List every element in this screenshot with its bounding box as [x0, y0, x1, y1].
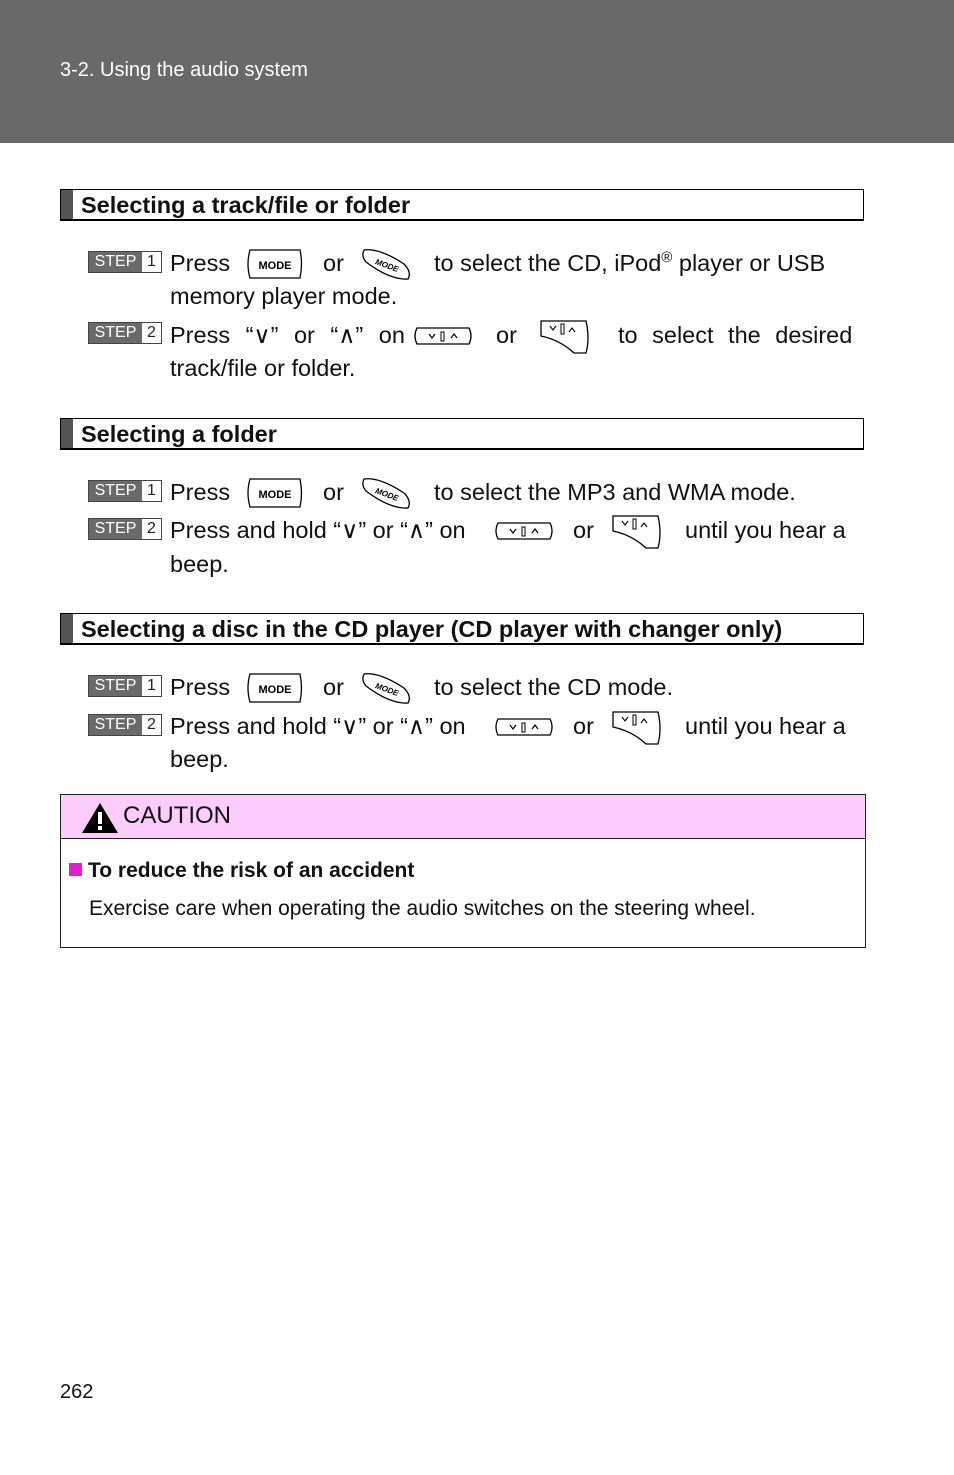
section-marker: [61, 614, 73, 643]
warning-triangle-icon: [81, 802, 119, 834]
step-number: 2: [147, 716, 156, 733]
step-text-line2: track/file or folder.: [170, 355, 356, 381]
step-text: Press: [170, 250, 231, 276]
steering-seek-switch-icon: [610, 709, 664, 747]
header-bar: [0, 0, 954, 143]
step-label: STEP: [89, 323, 142, 343]
step-text-rest: to select the CD, iPod: [434, 250, 662, 276]
step-text: until you hear a: [685, 713, 846, 739]
step-text: or: [323, 479, 344, 505]
step-text-line2: memory player mode.: [170, 283, 398, 309]
step-label: STEP: [89, 481, 142, 501]
caution-box: [60, 794, 866, 948]
seek-rocker-icon: [492, 521, 556, 541]
svg-text:MODE: MODE: [258, 489, 292, 501]
svg-text:MODE: MODE: [374, 486, 400, 503]
step-number: 2: [147, 324, 156, 341]
step-number: 1: [147, 482, 156, 499]
svg-text:MODE: MODE: [258, 260, 292, 272]
step-badge: [88, 322, 162, 344]
step-label: STEP: [89, 252, 142, 272]
step-text: or: [323, 250, 344, 276]
step-text: [434, 249, 825, 277]
step-text: until you hear a: [685, 517, 846, 543]
caution-subheading: [69, 858, 414, 884]
breadcrumb: 3-2. Using the audio system: [60, 59, 308, 81]
step-text: or: [496, 322, 517, 348]
step-text: or: [323, 674, 344, 700]
caution-subheading-text: To reduce the risk of an accident: [88, 859, 415, 882]
step-badge: [88, 251, 162, 273]
step-number: 2: [147, 520, 156, 537]
page-number: 262: [60, 1381, 94, 1403]
step-text: Press and hold “∨” or “∧” on: [170, 713, 466, 739]
step-number: 1: [147, 677, 156, 694]
step-label: STEP: [89, 676, 142, 696]
step-number: 1: [147, 253, 156, 270]
svg-text:MODE: MODE: [374, 681, 400, 698]
step-text: to select the desired: [618, 322, 853, 348]
step-badge: [88, 480, 162, 502]
step-text-rest2: player or USB: [678, 250, 826, 276]
step-text: or: [573, 713, 594, 739]
step-label: STEP: [89, 519, 142, 539]
svg-text:MODE: MODE: [374, 257, 400, 274]
mode-button-icon: [244, 673, 304, 703]
steering-mode-switch-icon: [360, 670, 414, 706]
step-label: STEP: [89, 715, 142, 735]
steering-seek-switch-icon: [610, 513, 664, 551]
section-title-folder: [60, 418, 864, 450]
section-marker: [61, 419, 73, 448]
mode-button-icon: [244, 478, 304, 508]
caution-header: [61, 795, 865, 839]
steering-mode-switch-icon: [360, 475, 414, 511]
section-title-disc: [60, 613, 864, 645]
svg-text:MODE: MODE: [258, 684, 292, 696]
caution-text: Exercise care when operating the audio switches on the steering wheel.: [89, 897, 756, 920]
step-badge: [88, 518, 162, 540]
step-text-line2: beep.: [170, 746, 229, 772]
section-heading: Selecting a disc in the CD player (CD player with changer only): [81, 616, 783, 642]
registered-mark: ®: [661, 249, 673, 267]
section-title-track: [60, 189, 864, 221]
section-marker: [61, 190, 73, 219]
step-text: to select the MP3 and WMA mode.: [434, 479, 796, 505]
mode-button-icon: [244, 249, 304, 279]
step-text: Press “∨” or “∧” on: [170, 322, 405, 348]
square-bullet-icon: [69, 863, 82, 876]
steering-mode-switch-icon: [360, 246, 414, 282]
step-text: Press and hold “∨” or “∧” on: [170, 517, 466, 543]
step-text: Press: [170, 479, 231, 505]
seek-rocker-icon: [411, 326, 475, 346]
step-text: to select the CD mode.: [434, 674, 674, 700]
step-text: or: [573, 517, 594, 543]
seek-rocker-icon: [492, 717, 556, 737]
section-heading: Selecting a folder: [81, 421, 277, 447]
section-heading: Selecting a track/file or folder: [81, 192, 411, 218]
step-badge: [88, 675, 162, 697]
caution-label: CAUTION: [123, 802, 231, 829]
steering-seek-switch-icon: [538, 318, 592, 356]
step-badge: [88, 714, 162, 736]
step-text: Press: [170, 674, 231, 700]
step-text-line2: beep.: [170, 551, 229, 577]
